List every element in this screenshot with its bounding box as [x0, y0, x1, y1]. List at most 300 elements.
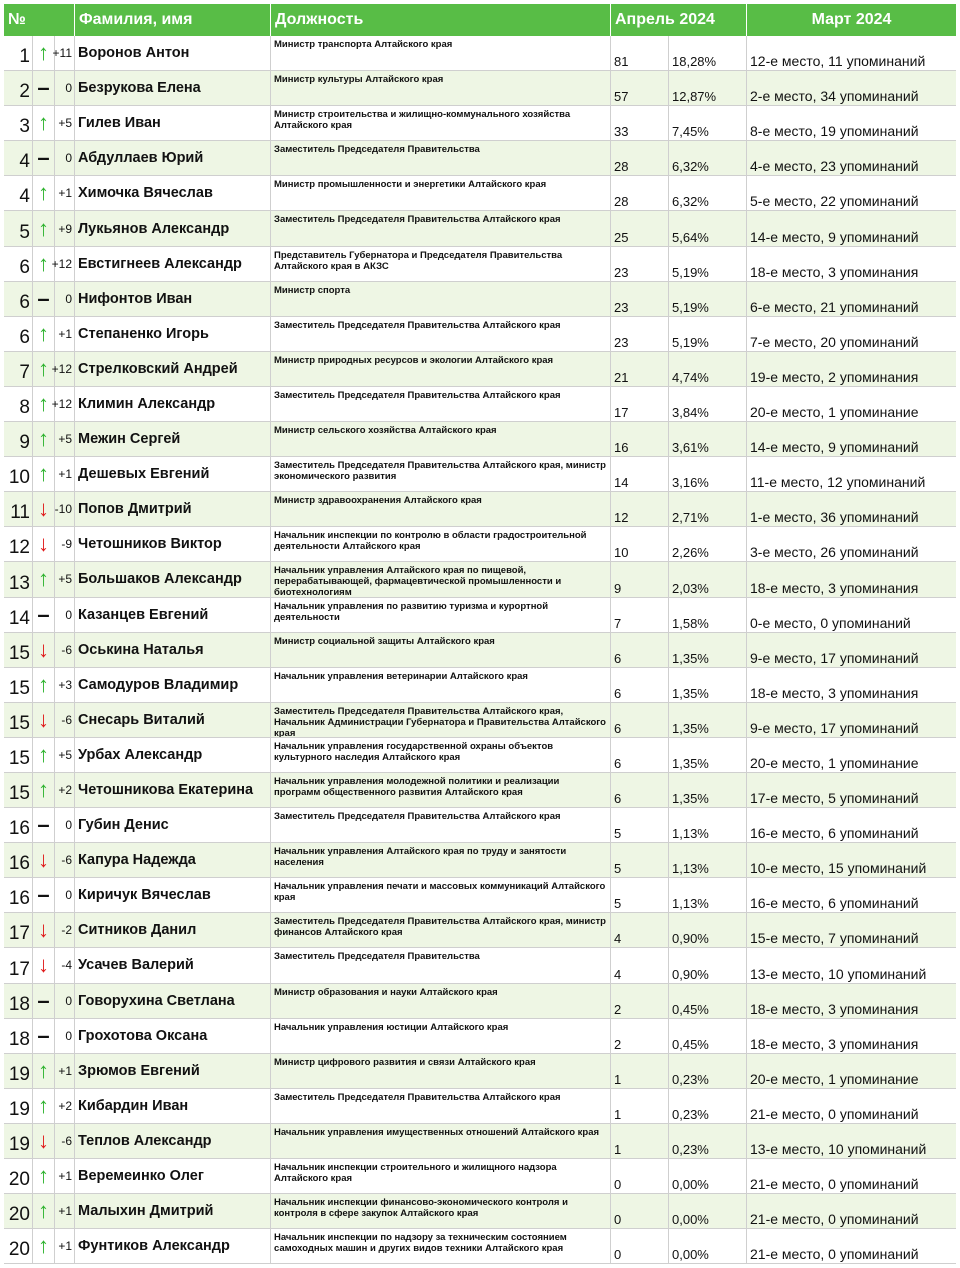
april-percent-cell: 6,32% [669, 141, 747, 175]
position-cell: Начальник инспекции строительного и жилищного надзора Алтайского края [271, 1159, 611, 1193]
april-count-cell: 4 [611, 913, 669, 947]
march-cell: 18-е место, 3 упоминания [750, 1000, 919, 1017]
april-count-cell: 6 [611, 633, 669, 667]
march-cell: 3-е место, 26 упоминаний [750, 544, 919, 561]
rank-cell: 6 [4, 247, 33, 281]
position-cell: Министр спорта [271, 282, 611, 316]
delta-cell: 0 [55, 984, 75, 1018]
delta-cell: +12 [55, 247, 75, 281]
table-row [4, 1124, 956, 1159]
april-percent-cell: 0,00% [669, 1229, 747, 1263]
header-name: Фамилия, имя [75, 4, 271, 36]
delta-cell: 0 [55, 878, 75, 912]
position-cell: Министр образования и науки Алтайского края [271, 984, 611, 1018]
name-cell: Киричук Вячеслав [75, 878, 271, 912]
dash-icon: – [33, 878, 55, 912]
position-cell: Представитель Губернатора и Председателя Правительства Алтайского края в АКЗС [271, 247, 611, 281]
table-row [4, 808, 956, 843]
name-cell: Усачев Валерий [75, 948, 271, 982]
rank-cell: 19 [4, 1124, 33, 1158]
april-percent-cell: 1,13% [669, 843, 747, 877]
delta-cell: 0 [55, 71, 75, 105]
table-row [4, 1019, 956, 1054]
table-row [4, 703, 956, 738]
position-cell: Заместитель Председателя Правительства Алтайского края, министр финансов Алтайского края [271, 913, 611, 947]
april-percent-cell: 1,58% [669, 598, 747, 632]
april-percent-cell: 4,74% [669, 352, 747, 386]
april-count-cell: 23 [611, 317, 669, 351]
april-percent-cell: 5,19% [669, 247, 747, 281]
march-cell: 21-е место, 0 упоминаний [750, 1211, 919, 1228]
march-cell: 7-е место, 20 упоминаний [750, 333, 919, 350]
april-percent-cell: 1,35% [669, 633, 747, 667]
march-cell: 18-е место, 3 упоминания [750, 263, 919, 280]
april-percent-cell: 0,23% [669, 1054, 747, 1088]
name-cell: Урбах Александр [75, 738, 271, 772]
delta-cell: 0 [55, 1019, 75, 1053]
april-percent-cell: 1,13% [669, 808, 747, 842]
march-cell: 14-е место, 9 упоминаний [750, 439, 919, 456]
position-cell: Начальник управления ветеринарии Алтайского края [271, 668, 611, 702]
name-cell: Нифонтов Иван [75, 282, 271, 316]
rank-cell: 6 [4, 317, 33, 351]
table-row [4, 562, 956, 597]
march-cell: 11-е место, 12 упоминаний [750, 474, 926, 491]
arrow-up-icon: ↑ [33, 247, 55, 281]
arrow-up-icon: ↑ [33, 387, 55, 421]
table-row [4, 1159, 956, 1194]
april-count-cell: 0 [611, 1194, 669, 1228]
delta-cell: +12 [55, 352, 75, 386]
rank-cell: 17 [4, 913, 33, 947]
delta-cell: -10 [55, 492, 75, 526]
rank-cell: 8 [4, 387, 33, 421]
april-percent-cell: 1,35% [669, 738, 747, 772]
arrow-up-icon: ↑ [33, 1054, 55, 1088]
april-count-cell: 4 [611, 948, 669, 982]
table-row [4, 948, 956, 983]
delta-cell: +5 [55, 422, 75, 456]
rank-cell: 14 [4, 598, 33, 632]
name-cell: Малыхин Дмитрий [75, 1194, 271, 1228]
rank-cell: 15 [4, 703, 33, 737]
table-body [4, 36, 956, 1264]
rank-cell: 1 [4, 36, 33, 70]
table-row [4, 1229, 956, 1264]
name-cell: Стрелковский Андрей [75, 352, 271, 386]
april-count-cell: 12 [611, 492, 669, 526]
table-row [4, 1054, 956, 1089]
position-cell: Начальник управления по развитию туризма и курортной деятельности [271, 598, 611, 632]
name-cell: Попов Дмитрий [75, 492, 271, 526]
april-count-cell: 1 [611, 1124, 669, 1158]
rank-cell: 12 [4, 527, 33, 561]
position-cell: Заместитель Председателя Правительства Алтайского края, министр экономического развития [271, 457, 611, 491]
position-cell: Начальник управления Алтайского края по пищевой, перерабатывающей, фармацевтической промышленности и биотехнологиям [271, 562, 611, 596]
position-cell: Начальник управления Алтайского края по труду и занятости населения [271, 843, 611, 877]
header-position: Должность [271, 4, 611, 36]
table-row [4, 492, 956, 527]
march-cell: 18-е место, 3 упоминания [750, 1035, 919, 1052]
march-cell: 9-е место, 17 упоминаний [750, 719, 919, 736]
april-count-cell: 0 [611, 1159, 669, 1193]
arrow-down-icon: ↓ [33, 843, 55, 877]
position-cell: Министр промышленности и энергетики Алтайского края [271, 176, 611, 210]
position-cell: Заместитель Председателя Правительства Алтайского края [271, 387, 611, 421]
rank-cell: 3 [4, 106, 33, 140]
table-row [4, 71, 956, 106]
position-cell: Начальник инспекции финансово-экономического контроля и контроля в сфере закупок Алтайского края [271, 1194, 611, 1228]
arrow-up-icon: ↑ [33, 176, 55, 210]
april-percent-cell: 3,84% [669, 387, 747, 421]
rank-cell: 20 [4, 1194, 33, 1228]
arrow-up-icon: ↑ [33, 317, 55, 351]
delta-cell: +3 [55, 668, 75, 702]
april-percent-cell: 1,35% [669, 703, 747, 737]
april-count-cell: 23 [611, 282, 669, 316]
april-percent-cell: 5,19% [669, 317, 747, 351]
position-cell: Заместитель Председателя Правительства Алтайского края [271, 211, 611, 245]
position-cell: Министр социальной защиты Алтайского края [271, 633, 611, 667]
delta-cell: +1 [55, 1194, 75, 1228]
name-cell: Абдуллаев Юрий [75, 141, 271, 175]
position-cell: Заместитель Председателя Правительства Алтайского края [271, 317, 611, 351]
april-percent-cell: 5,64% [669, 211, 747, 245]
arrow-up-icon: ↑ [33, 106, 55, 140]
table-row [4, 352, 956, 387]
april-count-cell: 25 [611, 211, 669, 245]
name-cell: Лукьянов Александр [75, 211, 271, 245]
delta-cell: +11 [55, 36, 75, 70]
table-row [4, 1194, 956, 1229]
position-cell: Начальник инспекции по надзору за техническим состоянием самоходных машин и других видов техники Алтайского края [271, 1229, 611, 1263]
april-count-cell: 6 [611, 773, 669, 807]
april-count-cell: 14 [611, 457, 669, 491]
delta-cell: +1 [55, 457, 75, 491]
march-cell: 5-е место, 22 упоминаний [750, 193, 919, 210]
march-cell: 16-е место, 6 упоминаний [750, 825, 919, 842]
ranking-table [4, 4, 956, 1264]
delta-cell: 0 [55, 598, 75, 632]
arrow-up-icon: ↑ [33, 773, 55, 807]
rank-cell: 15 [4, 773, 33, 807]
dash-icon: – [33, 808, 55, 842]
march-cell: 4-е место, 23 упоминаний [750, 158, 919, 175]
rank-cell: 16 [4, 878, 33, 912]
delta-cell: +2 [55, 773, 75, 807]
delta-cell: +1 [55, 1229, 75, 1263]
april-percent-cell: 2,26% [669, 527, 747, 561]
april-count-cell: 21 [611, 352, 669, 386]
position-cell: Министр культуры Алтайского края [271, 71, 611, 105]
delta-cell: -6 [55, 1124, 75, 1158]
april-count-cell: 57 [611, 71, 669, 105]
dash-icon: – [33, 984, 55, 1018]
march-cell: 20-е место, 1 упоминание [750, 1070, 919, 1087]
table-row [4, 527, 956, 562]
position-cell: Начальник инспекции по контролю в области градостроительной деятельности Алтайского края [271, 527, 611, 561]
delta-cell: +12 [55, 387, 75, 421]
april-percent-cell: 6,32% [669, 176, 747, 210]
name-cell: Капура Надежда [75, 843, 271, 877]
delta-cell: -6 [55, 703, 75, 737]
march-cell: 2-е место, 34 упоминаний [750, 88, 919, 105]
name-cell: Безрукова Елена [75, 71, 271, 105]
arrow-up-icon: ↑ [33, 1159, 55, 1193]
dash-icon: – [33, 1019, 55, 1053]
march-cell: 8-е место, 19 упоминаний [750, 123, 919, 140]
april-count-cell: 5 [611, 843, 669, 877]
april-count-cell: 10 [611, 527, 669, 561]
name-cell: Воронов Антон [75, 36, 271, 70]
position-cell: Заместитель Председателя Правительства [271, 948, 611, 982]
april-count-cell: 16 [611, 422, 669, 456]
name-cell: Химочка Вячеслав [75, 176, 271, 210]
rank-cell: 4 [4, 176, 33, 210]
april-percent-cell: 0,45% [669, 1019, 747, 1053]
position-cell: Начальник управления печати и массовых коммуникаций Алтайского края [271, 878, 611, 912]
april-count-cell: 23 [611, 247, 669, 281]
april-percent-cell: 0,90% [669, 913, 747, 947]
march-cell: 20-е место, 1 упоминание [750, 754, 919, 771]
rank-cell: 16 [4, 808, 33, 842]
rank-cell: 9 [4, 422, 33, 456]
april-percent-cell: 0,23% [669, 1089, 747, 1123]
table-row [4, 106, 956, 141]
table-row [4, 457, 956, 492]
arrow-up-icon: ↑ [33, 422, 55, 456]
arrow-up-icon: ↑ [33, 1089, 55, 1123]
position-cell: Начальник управления имущественных отношений Алтайского края [271, 1124, 611, 1158]
arrow-down-icon: ↓ [33, 527, 55, 561]
arrow-down-icon: ↓ [33, 948, 55, 982]
april-percent-cell: 0,90% [669, 948, 747, 982]
rank-cell: 7 [4, 352, 33, 386]
delta-cell: +1 [55, 176, 75, 210]
march-cell: 13-е место, 10 упоминаний [750, 1141, 927, 1157]
delta-cell: 0 [55, 282, 75, 316]
march-cell: 1-е место, 36 упоминаний [750, 509, 919, 526]
dash-icon: – [33, 598, 55, 632]
arrow-up-icon: ↑ [33, 1229, 55, 1263]
table-row [4, 317, 956, 352]
table-row [4, 598, 956, 633]
table-row [4, 843, 956, 878]
march-cell: 0-е место, 0 упоминаний [750, 614, 911, 631]
table-row [4, 1089, 956, 1124]
delta-cell: +1 [55, 1159, 75, 1193]
arrow-down-icon: ↓ [33, 633, 55, 667]
name-cell: Грохотова Оксана [75, 1019, 271, 1053]
name-cell: Оськина Наталья [75, 633, 271, 667]
position-cell: Заместитель Председателя Правительства Алтайского края, Начальник Администрации Губернатора и Правительства Алтайского края [271, 703, 611, 737]
april-count-cell: 2 [611, 1019, 669, 1053]
april-count-cell: 5 [611, 808, 669, 842]
april-count-cell: 6 [611, 668, 669, 702]
arrow-up-icon: ↑ [33, 562, 55, 596]
position-cell: Министр транспорта Алтайского края [271, 36, 611, 70]
arrow-up-icon: ↑ [33, 1194, 55, 1228]
rank-cell: 15 [4, 633, 33, 667]
table-row [4, 282, 956, 317]
rank-cell: 19 [4, 1054, 33, 1088]
rank-cell: 13 [4, 562, 33, 596]
april-percent-cell: 5,19% [669, 282, 747, 316]
position-cell: Начальник управления государственной охраны объектов культурного наследия Алтайского края [271, 738, 611, 772]
rank-cell: 20 [4, 1159, 33, 1193]
position-cell: Министр здравоохранения Алтайского края [271, 492, 611, 526]
rank-cell: 6 [4, 282, 33, 316]
name-cell: Самодуров Владимир [75, 668, 271, 702]
april-percent-cell: 2,71% [669, 492, 747, 526]
delta-cell: 0 [55, 808, 75, 842]
arrow-up-icon: ↑ [33, 352, 55, 386]
march-cell: 15-е место, 7 упоминаний [750, 930, 919, 947]
april-percent-cell: 0,23% [669, 1124, 747, 1158]
april-count-cell: 33 [611, 106, 669, 140]
april-count-cell: 7 [611, 598, 669, 632]
march-cell: 18-е место, 3 упоминания [750, 579, 919, 596]
delta-cell: +5 [55, 738, 75, 772]
rank-cell: 18 [4, 984, 33, 1018]
position-cell: Заместитель Председателя Правительства [271, 141, 611, 175]
table-row [4, 422, 956, 457]
april-count-cell: 28 [611, 176, 669, 210]
march-cell: 19-е место, 2 упоминания [750, 368, 919, 385]
table-row [4, 387, 956, 422]
rank-cell: 2 [4, 71, 33, 105]
table-row [4, 633, 956, 668]
name-cell: Степаненко Игорь [75, 317, 271, 351]
name-cell: Фунтиков Александр [75, 1229, 271, 1263]
delta-cell: -4 [55, 948, 75, 982]
name-cell: Ситников Данил [75, 913, 271, 947]
april-count-cell: 1 [611, 1089, 669, 1123]
march-cell: 21-е место, 0 упоминаний [750, 1176, 919, 1193]
rank-cell: 10 [4, 457, 33, 491]
april-percent-cell: 1,13% [669, 878, 747, 912]
header-march: Март 2024 [811, 11, 892, 28]
april-percent-cell: 7,45% [669, 106, 747, 140]
march-cell: 14-е место, 9 упоминаний [750, 228, 919, 245]
name-cell: Говорухина Светлана [75, 984, 271, 1018]
name-cell: Губин Денис [75, 808, 271, 842]
delta-cell: -6 [55, 843, 75, 877]
delta-cell: -9 [55, 527, 75, 561]
april-count-cell: 9 [611, 562, 669, 596]
name-cell: Зрюмов Евгений [75, 1054, 271, 1088]
rank-cell: 11 [4, 492, 33, 526]
name-cell: Кибардин Иван [75, 1089, 271, 1123]
name-cell: Межин Сергей [75, 422, 271, 456]
rank-cell: 18 [4, 1019, 33, 1053]
name-cell: Гилев Иван [75, 106, 271, 140]
arrow-up-icon: ↑ [33, 457, 55, 491]
table-row [4, 211, 956, 246]
delta-cell: -2 [55, 913, 75, 947]
march-cell: 9-е место, 17 упоминаний [750, 649, 919, 666]
table-row [4, 247, 956, 282]
name-cell: Веремеинко Олег [75, 1159, 271, 1193]
rank-cell: 4 [4, 141, 33, 175]
delta-cell: 0 [55, 141, 75, 175]
arrow-down-icon: ↓ [33, 703, 55, 737]
march-cell: 12-е место, 11 упоминаний [750, 53, 926, 70]
april-percent-cell: 0,45% [669, 984, 747, 1018]
april-percent-cell: 2,03% [669, 562, 747, 596]
march-cell: 13-е место, 10 упоминаний [750, 965, 927, 982]
april-percent-cell: 3,16% [669, 457, 747, 491]
march-cell: 6-е место, 21 упоминаний [750, 298, 919, 315]
april-percent-cell: 0,00% [669, 1159, 747, 1193]
header-number: № [4, 4, 75, 36]
position-cell: Министр сельского хозяйства Алтайского края [271, 422, 611, 456]
march-cell: 17-е место, 5 упоминаний [750, 790, 919, 807]
rank-cell: 17 [4, 948, 33, 982]
table-row [4, 36, 956, 71]
delta-cell: +2 [55, 1089, 75, 1123]
name-cell: Четошников Виктор [75, 527, 271, 561]
rank-cell: 20 [4, 1229, 33, 1263]
march-cell: 21-е место, 0 упоминаний [750, 1246, 919, 1263]
arrow-up-icon: ↑ [33, 36, 55, 70]
april-count-cell: 17 [611, 387, 669, 421]
position-cell: Заместитель Председателя Правительства Алтайского края [271, 1089, 611, 1123]
delta-cell: +9 [55, 211, 75, 245]
april-count-cell: 0 [611, 1229, 669, 1263]
name-cell: Большаков Александр [75, 562, 271, 596]
position-cell: Министр цифрового развития и связи Алтайского края [271, 1054, 611, 1088]
rank-cell: 5 [4, 211, 33, 245]
rank-cell: 15 [4, 738, 33, 772]
rank-cell: 16 [4, 843, 33, 877]
march-cell: 18-е место, 3 упоминания [750, 684, 919, 701]
table-row [4, 668, 956, 703]
april-percent-cell: 0,00% [669, 1194, 747, 1228]
name-cell: Казанцев Евгений [75, 598, 271, 632]
position-cell: Начальник управления юстиции Алтайского края [271, 1019, 611, 1053]
delta-cell: +1 [55, 317, 75, 351]
rank-cell: 15 [4, 668, 33, 702]
position-cell: Министр природных ресурсов и экологии Алтайского края [271, 352, 611, 386]
april-percent-cell: 18,28% [669, 36, 747, 70]
dash-icon: – [33, 71, 55, 105]
header-april: Апрель 2024 [611, 4, 747, 36]
position-cell: Заместитель Председателя Правительства Алтайского края [271, 808, 611, 842]
delta-cell: -6 [55, 633, 75, 667]
dash-icon: – [33, 141, 55, 175]
april-count-cell: 5 [611, 878, 669, 912]
april-count-cell: 81 [611, 36, 669, 70]
april-count-cell: 6 [611, 703, 669, 737]
position-cell: Начальник управления молодежной политики и реализации программ общественного развития Алтайского края [271, 773, 611, 807]
march-cell: 16-е место, 6 упоминаний [750, 895, 919, 912]
name-cell: Климин Александр [75, 387, 271, 421]
name-cell: Четошникова Екатерина [75, 773, 271, 807]
delta-cell: +1 [55, 1054, 75, 1088]
delta-cell: +5 [55, 106, 75, 140]
name-cell: Теплов Александр [75, 1124, 271, 1158]
arrow-up-icon: ↑ [33, 211, 55, 245]
rank-cell: 19 [4, 1089, 33, 1123]
arrow-down-icon: ↓ [33, 913, 55, 947]
arrow-down-icon: ↓ [33, 492, 55, 526]
name-cell: Снесарь Виталий [75, 703, 271, 737]
table-row [4, 141, 956, 176]
table-header [4, 4, 956, 36]
position-cell: Министр строительства и жилищно-коммунального хозяйства Алтайского края [271, 106, 611, 140]
march-cell: 20-е место, 1 упоминание [750, 404, 919, 421]
